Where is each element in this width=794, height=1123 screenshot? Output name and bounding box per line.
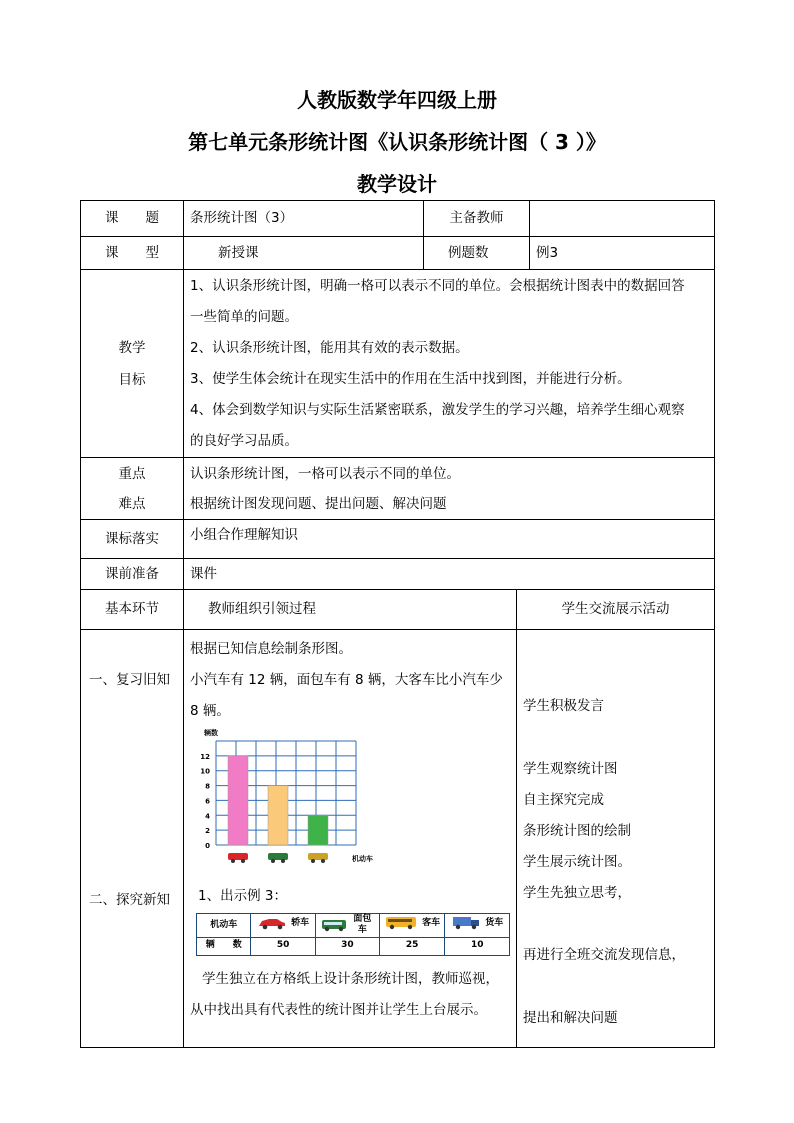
process-header-student: 学生交流展示活动 bbox=[517, 590, 715, 630]
stage-review: 一、复习旧知 bbox=[89, 672, 170, 688]
car-icon bbox=[257, 916, 287, 930]
teacher-line: 8 辆。 bbox=[190, 703, 230, 719]
chart-bar bbox=[268, 786, 288, 845]
topic-value: 条形统计图（3） bbox=[184, 201, 424, 237]
student-line: 学生先独立思考， bbox=[523, 885, 631, 901]
teacher-label: 主备教师 bbox=[424, 201, 530, 237]
type-label: 课 型 bbox=[81, 237, 184, 270]
goal-line: 一些简单的问题。 bbox=[190, 308, 298, 325]
goals-content bbox=[184, 270, 715, 458]
goals-label bbox=[81, 270, 184, 458]
doc-heading: 教学设计 bbox=[357, 172, 437, 196]
student-line: 再进行全班交流发现信息， bbox=[523, 947, 685, 963]
process-header-teacher: 教师组织引领过程 bbox=[184, 590, 517, 630]
vehicle-count: 50 bbox=[251, 937, 316, 955]
wheel-icon bbox=[281, 859, 285, 863]
teacher-line: 根据已知信息绘制条形图。 bbox=[190, 641, 352, 657]
goal-line: 4、体会到数学知识与实际生活紧密联系，激发学生的学习兴趣，培养学生细心观察 bbox=[190, 401, 685, 418]
student-line: 学生积极发言 bbox=[523, 698, 604, 714]
vehicle-cell bbox=[251, 914, 316, 938]
vehicle-name: 轿车 bbox=[291, 917, 310, 928]
student-line: 自主探究完成 bbox=[523, 792, 604, 808]
example-count-row-label: 辆 数 bbox=[197, 937, 251, 955]
wheel-icon bbox=[321, 859, 325, 863]
goal-line: 1、认识条形统计图，明确一格可以表示不同的单位。会根据统计图表中的数据回答 bbox=[190, 277, 685, 294]
vehicle-name: 客车 bbox=[422, 917, 441, 928]
car-icon bbox=[228, 853, 248, 860]
goal-line: 的良好学习品质。 bbox=[190, 432, 298, 449]
difficulty-value: 根据统计图发现问题、提出问题、解决问题 bbox=[190, 495, 447, 512]
vehicle-cell bbox=[315, 914, 379, 938]
keypoints-label bbox=[81, 458, 184, 520]
bus-icon bbox=[384, 916, 418, 930]
example-intro: 1、出示例 3： bbox=[198, 888, 287, 904]
example-row-label: 机动车 bbox=[197, 914, 251, 938]
vehicle-name: 面包车 bbox=[353, 914, 372, 936]
chart-tick-label: 4 bbox=[205, 812, 210, 821]
goal-line: 3、使学生体会统计在现实生活中的作用在生活中找到图，并能进行分析。 bbox=[190, 370, 631, 387]
wheel-icon bbox=[271, 859, 275, 863]
chart-tick-label: 6 bbox=[205, 797, 210, 806]
truck-icon bbox=[451, 916, 481, 930]
chart-tick-label: 2 bbox=[205, 827, 210, 836]
vehicle-cell bbox=[379, 914, 445, 938]
process-row bbox=[81, 630, 715, 1048]
example-count-label: 例题数 bbox=[424, 237, 530, 270]
bar-chart-svg bbox=[192, 727, 392, 877]
stage-explore: 二、探究新知 bbox=[89, 892, 170, 908]
wheel-icon bbox=[311, 859, 315, 863]
keypoints-content bbox=[184, 458, 715, 520]
vehicle-count: 30 bbox=[315, 937, 379, 955]
van-icon bbox=[320, 918, 346, 932]
doc-title: 人教版数学年四级上册 bbox=[297, 88, 497, 112]
teacher-value bbox=[530, 201, 715, 237]
vehicle-count: 10 bbox=[445, 937, 510, 955]
standard-value: 小组合作理解知识 bbox=[184, 520, 715, 559]
chart-tick-label: 0 bbox=[205, 842, 210, 850]
bar-chart bbox=[192, 727, 392, 877]
teacher-after-line: 学生独立在方格纸上设计条形统计图，教师巡视， bbox=[202, 970, 499, 987]
topic-row bbox=[81, 201, 715, 237]
goal-line: 2、认识条形统计图，能用其有效的表示数据。 bbox=[190, 339, 469, 356]
teacher-after-line: 从中找出具有代表性的统计图并让学生上台展示。 bbox=[190, 1001, 487, 1018]
type-row bbox=[81, 237, 715, 270]
process-header-stage: 基本环节 bbox=[81, 590, 184, 630]
prep-row bbox=[81, 559, 715, 590]
example-count-row bbox=[197, 937, 510, 955]
student-line: 学生展示统计图。 bbox=[523, 854, 631, 870]
chart-bar bbox=[228, 756, 248, 845]
vehicle-name: 货车 bbox=[485, 917, 504, 928]
vehicle-count: 25 bbox=[379, 937, 445, 955]
process-stage-cell bbox=[81, 630, 184, 1048]
keypoint-value: 认识条形统计图，一格可以表示不同的单位。 bbox=[190, 465, 460, 482]
wheel-icon bbox=[241, 859, 245, 863]
chart-tick-label: 8 bbox=[205, 782, 210, 791]
van-icon bbox=[268, 853, 288, 860]
wheel-icon bbox=[231, 859, 235, 863]
keypoint-label: 重点 bbox=[118, 465, 146, 482]
lesson-plan-table bbox=[80, 200, 715, 1048]
doc-subtitle: 第七单元条形统计图《认识条形统计图（ 3 ）》 bbox=[188, 130, 606, 154]
type-value: 新授课 bbox=[184, 237, 424, 270]
student-activity-cell bbox=[517, 630, 715, 1048]
bus-icon bbox=[308, 853, 328, 860]
example-count-value: 例3 bbox=[530, 237, 715, 270]
difficulty-label: 难点 bbox=[118, 495, 146, 512]
standard-label: 课标落实 bbox=[81, 520, 184, 559]
process-header-row bbox=[81, 590, 715, 630]
example-vehicle-row bbox=[197, 914, 510, 938]
standard-row bbox=[81, 520, 715, 559]
chart-tick-label: 12 bbox=[200, 752, 210, 761]
student-line: 提出和解决问题 bbox=[523, 1010, 618, 1026]
chart-x-label: 机动车 bbox=[352, 855, 373, 863]
topic-label: 课 题 bbox=[81, 201, 184, 237]
teacher-process-cell bbox=[184, 630, 517, 1048]
goals-row bbox=[81, 270, 715, 458]
goals-label-line1: 教学 bbox=[118, 339, 146, 356]
student-line: 学生观察统计图 bbox=[523, 761, 618, 777]
goals-label-line2: 目标 bbox=[118, 371, 146, 388]
keypoints-row bbox=[81, 458, 715, 520]
vehicle-cell bbox=[445, 914, 510, 938]
student-line: 条形统计图的绘制 bbox=[523, 823, 631, 839]
chart-tick-label: 10 bbox=[200, 767, 210, 776]
prep-label: 课前准备 bbox=[81, 559, 184, 590]
chart-bar bbox=[308, 815, 328, 845]
prep-value: 课件 bbox=[184, 559, 715, 590]
chart-y-label: 辆数 bbox=[204, 729, 218, 737]
example-data-table bbox=[196, 913, 510, 956]
teacher-line: 小汽车有 12 辆，面包车有 8 辆，大客车比小汽车少 bbox=[190, 672, 503, 688]
